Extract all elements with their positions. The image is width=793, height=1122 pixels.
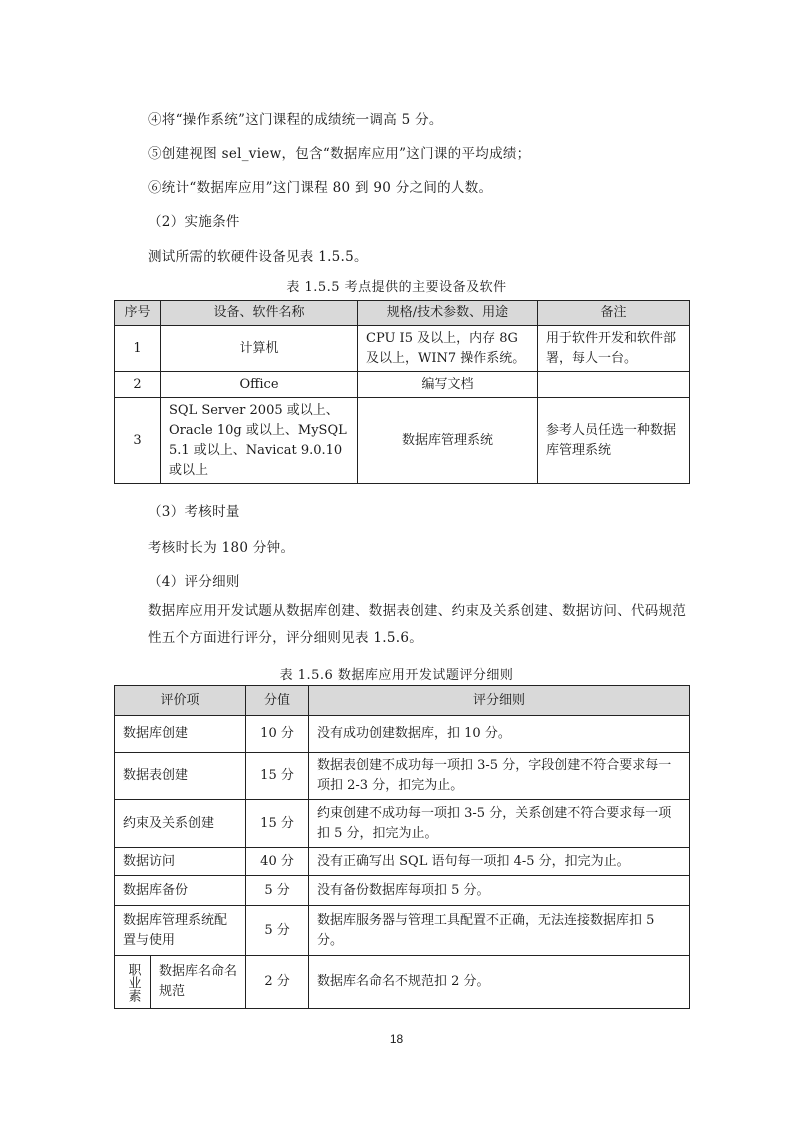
scoring-table [114, 685, 690, 1009]
table1-cell: 用于软件开发和软件部署，每人一台。 [538, 326, 690, 372]
table2-cell: 数据表创建不成功每一项扣 3-5 分，字段创建不符合要求每一项扣 2-3 分，扣完为止。 [309, 753, 690, 800]
table-row [115, 372, 690, 398]
table2-cell: 约束及关系创建 [115, 800, 246, 848]
table1-cell: Office [161, 372, 358, 398]
paragraph-item6: ⑥统计“数据库应用”这门课程 80 到 90 分之间的人数。 [148, 180, 493, 196]
table2-cell: 15 分 [246, 800, 309, 848]
table2-cell: 数据表创建 [115, 753, 246, 800]
paragraph-conditions: 测试所需的软硬件设备见表 1.5.5。 [148, 249, 368, 265]
table2-cell: 5 分 [246, 906, 309, 956]
table1-cell: 参考人员任选一种数据库管理系统 [538, 398, 690, 484]
table1-cell: 数据库管理系统 [358, 398, 538, 484]
table1-cell: 编写文档 [358, 372, 538, 398]
table2-header: 评价项 [115, 686, 246, 716]
table-row [115, 326, 690, 372]
table2-cell: 数据库管理系统配置与使用 [115, 906, 246, 956]
table-row [115, 876, 690, 906]
table2-cell: 没有正确写出 SQL 语句每一项扣 4-5 分，扣完为止。 [309, 848, 690, 876]
table-row [115, 906, 690, 956]
table2-group-label: 职业素 [125, 962, 141, 1002]
page-number: 18 [389, 1032, 404, 1046]
table1-header: 设备、软件名称 [161, 301, 358, 326]
table2-cell: 数据访问 [115, 848, 246, 876]
paragraph-item4: ④将“操作系统”这门课程的成绩统一调高 5 分。 [148, 112, 443, 128]
table2-caption: 表 1.5.6 数据库应用开发试题评分细则 [279, 668, 514, 683]
table2-cell: 2 分 [246, 956, 309, 1009]
table1-cell: 2 [115, 372, 161, 398]
table-row [115, 800, 690, 848]
section-heading-conditions: （2）实施条件 [148, 214, 240, 230]
table1-cell: CPU I5 及以上，内存 8G 及以上，WIN7 操作系统。 [358, 326, 538, 372]
table2-cell: 数据库名命名不规范扣 2 分。 [309, 956, 690, 1009]
table-row [115, 848, 690, 876]
table2-cell: 数据库服务器与管理工具配置不正确，无法连接数据库扣 5 分。 [309, 906, 690, 956]
table-row [115, 398, 690, 484]
table1-cell: 计算机 [161, 326, 358, 372]
paragraph-scoring: 数据库应用开发试题从数据库创建、数据表创建、约束及关系创建、数据访问、代码规范性五个方面进行评分，评分细则见表 1.5.6。 [148, 603, 687, 646]
section-heading-scoring: （4）评分细则 [148, 574, 240, 590]
table1-header: 规格/技术参数、用途 [358, 301, 538, 326]
table2-cell: 15 分 [246, 753, 309, 800]
equipment-table [114, 300, 690, 484]
table1-caption: 表 1.5.5 考点提供的主要设备及软件 [286, 280, 507, 295]
table2-cell: 数据库创建 [115, 716, 246, 753]
table2-cell: 没有成功创建数据库，扣 10 分。 [309, 716, 690, 753]
table1-header: 序号 [115, 301, 161, 326]
section-heading-duration: （3）考核时量 [148, 504, 240, 520]
table2-cell: 5 分 [246, 876, 309, 906]
table2-cell: 数据库名命名规范 [151, 956, 246, 1009]
table1-cell [538, 372, 690, 398]
table2-cell: 约束创建不成功每一项扣 3-5 分，关系创建不符合要求每一项扣 5 分，扣完为止。 [309, 800, 690, 848]
table1-cell: 3 [115, 398, 161, 484]
table2-cell: 10 分 [246, 716, 309, 753]
table1-cell: SQL Server 2005 或以上、Oracle 10g 或以上、MySQL 5.1 或以上、Navicat 9.0.10 或以上 [161, 398, 358, 484]
table2-header: 评分细则 [309, 686, 690, 716]
table2-group-cell [115, 956, 151, 1009]
table2-cell: 没有备份数据库每项扣 5 分。 [309, 876, 690, 906]
table1-cell: 1 [115, 326, 161, 372]
paragraph-item5: ⑤创建视图 sel_view，包含“数据库应用”这门课的平均成绩； [148, 146, 531, 162]
table-row [115, 753, 690, 800]
table2-cell: 40 分 [246, 848, 309, 876]
table-row [115, 716, 690, 753]
table1-header: 备注 [538, 301, 690, 326]
table-row [115, 956, 690, 1009]
table2-header: 分值 [246, 686, 309, 716]
paragraph-duration: 考核时长为 180 分钟。 [148, 540, 295, 556]
table2-cell: 数据库备份 [115, 876, 246, 906]
